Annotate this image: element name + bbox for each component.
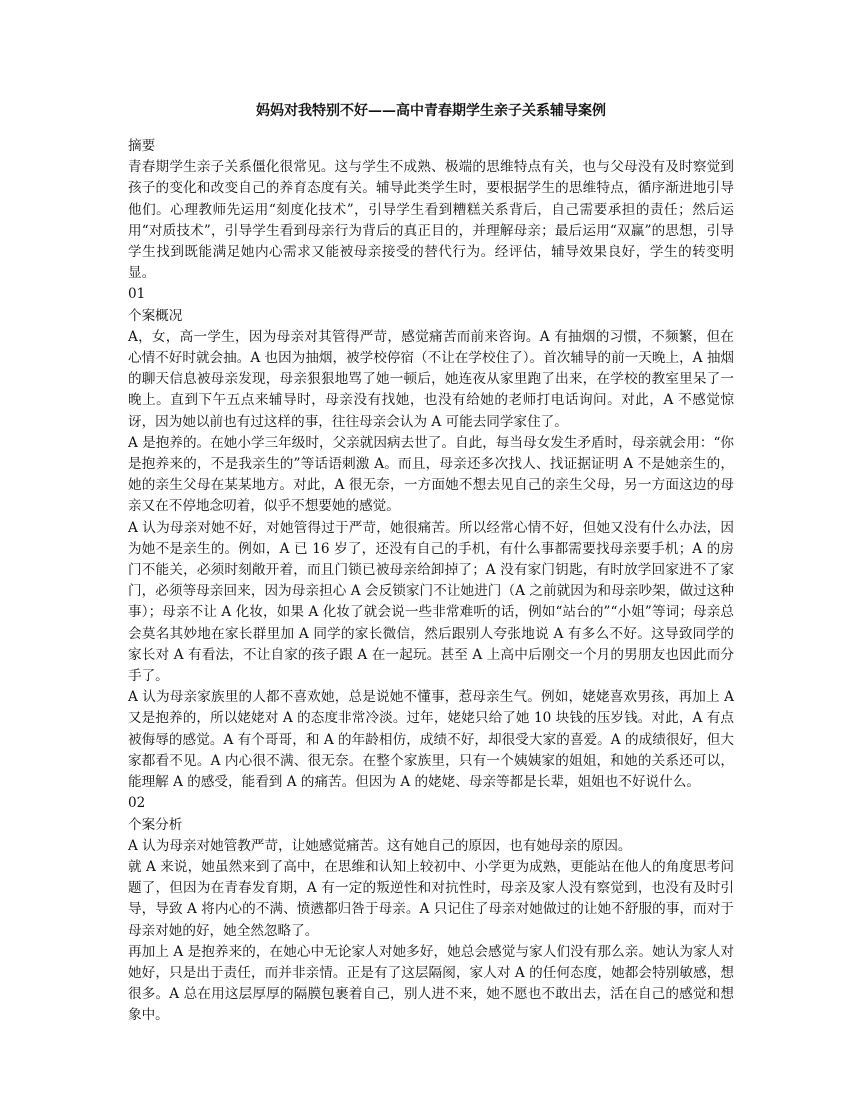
section-2-paragraph: A 认为母亲对她管教严苛，让她感觉痛苦。这有她自己的原因，也有她母亲的原因。 bbox=[128, 837, 632, 854]
section-2-title: 个案分析 bbox=[128, 816, 183, 833]
section-1-paragraph: A，女，高一学生，因为母亲对其管得严苛，感觉痛苦而前来咨询。A 有抽烟的习惯，不频繁，但在心情不好时就会抽。A 也因为抽烟，被学校停宿（不让在学校住了）。首次辅导的前一天晚上，A 抽烟的聊天信息被母亲发现，母亲狠狠地骂了她一顿后，她连夜从家里跑了出来，在学校的教室里呆了一晚上。直到下午五点来辅导时，母亲没有找她，也没有给她的老师打电话询问。对此，A 不感觉惊讶，因为她以前也有过这样的事，往往母亲会认为 A 可能去同学家住了。 bbox=[128, 328, 735, 430]
document-body bbox=[128, 100, 734, 1027]
section-1-title: 个案概况 bbox=[128, 307, 183, 324]
section-1-paragraph: A 是抱养的。在她小学三年级时，父亲就因病去世了。自此，每当母女发生矛盾时，母亲就会用：“你是抱养来的，不是我亲生的”等话语刺激 A。而且，母亲还多次找人、找证据证明 A 不是她亲生的，她的亲生父母在某某地方。对此，A 很无奈，一方面她不想去见自己的亲生父母，另一方面这边的母亲又在不停地念叨着，似乎不想要她的感觉。 bbox=[128, 434, 734, 515]
abstract-paragraph: 青春期学生亲子关系僵化很常见。这与学生不成熟、极端的思维特点有关，也与父母没有及时察觉到孩子的变化和改变自己的养育态度有关。辅导此类学生时，要根据学生的思维特点，循序渐进地引导他们。心理教师先运用“刻度化技术”，引导学生看到糟糕关系背后，自己需要承担的责任；然后运用“对质技术”，引导学生看到母亲行为背后的真正目的，并理解母亲；最后运用“双赢”的思想，引导学生找到既能满足她内心需求又能被母亲接受的替代行为。经评估，辅导效果良好，学生的转变明显。 bbox=[128, 159, 734, 282]
section-2-number: 02 bbox=[128, 795, 146, 812]
section-1-paragraph: A 认为母亲家族里的人都不喜欢她，总是说她不懂事，惹母亲生气。例如，姥姥喜欢男孩，再加上 A 又是抱养的，所以姥姥对 A 的态度非常冷淡。过年，姥姥只给了她 10 块钱的压岁钱。对此，A 有点被侮辱的感觉。A 有个哥哥，和 A 的年龄相仿，成绩不好，却很受大家的喜爱。A 的成绩很好，但大家都看不见。A 内心很不满、很无奈。在整个家族里，只有一个姨姨家的姐姐，和她的关系还可以，能理解 A 的感受，能看到 A 的痛苦。但因为 A 的姥姥、母亲等都是长辈，姐姐也不好说什么。 bbox=[128, 689, 734, 791]
abstract-heading: 摘要 bbox=[128, 138, 156, 154]
section-2-paragraph: 再加上 A 是抱养来的，在她心中无论家人对她多好，她总会感觉与家人们没有那么亲。她认为家人对她好，只是出于责任，而并非亲情。正是有了这层隔阂，家人对 A 的任何态度，她都会特别敏感，想很多。A 总在用这层厚厚的隔膜包裹着自己，别人进不来，她不愿也不敢出去，活在自己的感觉和想象中。 bbox=[128, 943, 734, 1024]
document-title: 妈妈对我特别不好——高中青春期学生亲子关系辅导案例 bbox=[256, 103, 606, 119]
section-1-paragraph: A 认为母亲对她不好，对她管得过于严苛，她很痛苦。所以经常心情不好，但她又没有什么办法，因为她不是亲生的。例如，A 已 16 岁了，还没有自己的手机，有什么事都需要找母亲要手机；A 的房门不能关，必须时刻敞开着，而且门锁已被母亲给卸掉了；A 没有家门钥匙，有时放学回家进不了家门，必须等母亲回来，因为母亲担心 A 会反锁家门不让她进门（A 之前就因为和母亲吵架，做过这种事）；母亲不让 A 化妆，如果 A 化妆了就会说一些非常难听的话，例如“站台的”“小姐”等词；母亲总会莫名其妙地在家长群里加 A 同学的家长微信，然后跟别人夸张地说 A 有多么不好。这导致同学的家长对 A 有看法，不让自家的孩子跟 A 在一起玩。甚至 A 上高中后刚交一个月的男朋友也因此而分手了。 bbox=[128, 519, 734, 685]
section-1-number: 01 bbox=[128, 286, 146, 303]
section-2-paragraph: 就 A 来说，她虽然来到了高中，在思维和认知上较初中、小学更为成熟，更能站在他人的角度思考问题了，但因为在青春发育期，A 有一定的叛逆性和对抗性时，母亲及家人没有察觉到，也没有及时引导，导致 A 将内心的不满、愤懑都归咎于母亲。A 只记住了母亲对她做过的让她不舒服的事，而对于母亲对她的好，她全然忽略了。 bbox=[128, 858, 734, 939]
